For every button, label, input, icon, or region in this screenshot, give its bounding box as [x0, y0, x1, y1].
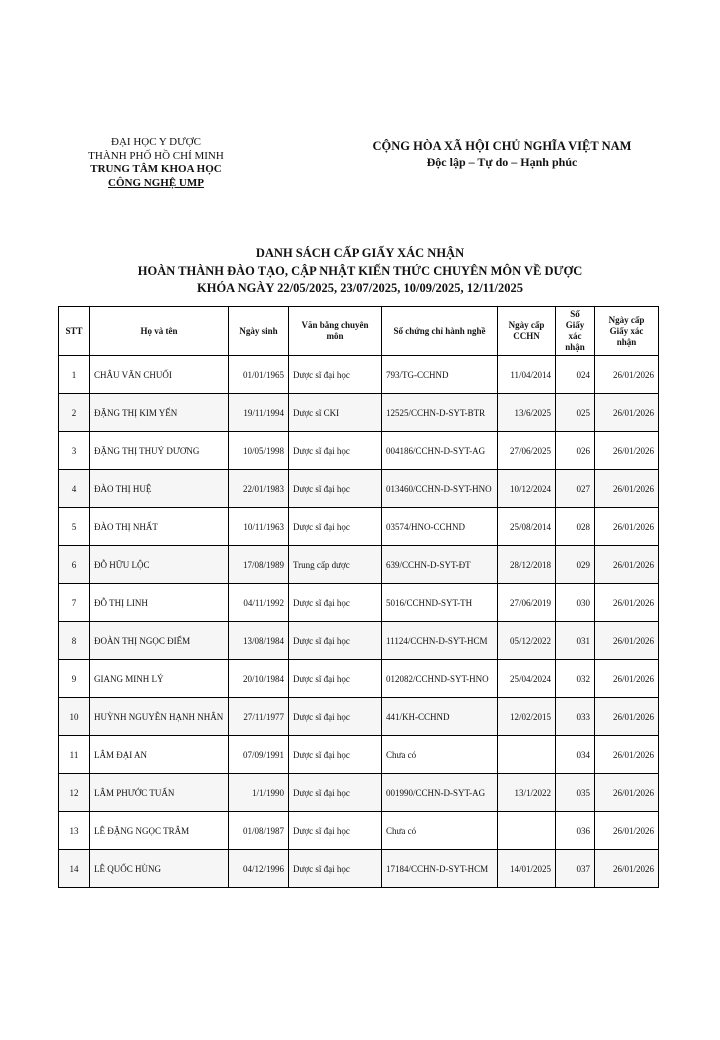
- cell-dob: 10/11/1963: [229, 508, 289, 546]
- cell-cert-date: 25/08/2014: [498, 508, 556, 546]
- cell-degree: Dược sĩ đại học: [289, 812, 382, 850]
- cell-dob: 20/10/1984: [229, 660, 289, 698]
- cell-name: HUỲNH NGUYỄN HẠNH NHÂN: [90, 698, 229, 736]
- cell-stt: 11: [59, 736, 90, 774]
- cell-dob: 04/12/1996: [229, 850, 289, 888]
- cell-name: LÊ QUỐC HÙNG: [90, 850, 229, 888]
- cell-stt: 8: [59, 622, 90, 660]
- cell-cert-number: 5016/CCHND-SYT-TH: [382, 584, 498, 622]
- table-row: [59, 698, 659, 736]
- col-header-confirm-number: Số Giấy xác nhận: [556, 307, 595, 356]
- col-header-degree: Văn bằng chuyên môn: [289, 307, 382, 356]
- col-header-cert-date: Ngày cấp CCHN: [498, 307, 556, 356]
- roster-table: [58, 306, 659, 888]
- cell-name: ĐOÀN THỊ NGỌC ĐIỂM: [90, 622, 229, 660]
- cell-degree: Dược sĩ đại học: [289, 660, 382, 698]
- cell-confirm-date: 26/01/2026: [595, 394, 659, 432]
- cell-confirm-number: 036: [556, 812, 595, 850]
- cell-cert-date: 11/04/2014: [498, 356, 556, 394]
- cell-confirm-date: 26/01/2026: [595, 470, 659, 508]
- table-row: [59, 660, 659, 698]
- cell-name: ĐỖ THỊ LINH: [90, 584, 229, 622]
- table-row: [59, 812, 659, 850]
- cell-confirm-number: 026: [556, 432, 595, 470]
- cell-cert-number: 013460/CCHN-D-SYT-HNO: [382, 470, 498, 508]
- table-row: [59, 508, 659, 546]
- cell-stt: 2: [59, 394, 90, 432]
- cell-degree: Dược sĩ đại học: [289, 470, 382, 508]
- cell-cert-number: 793/TG-CCHND: [382, 356, 498, 394]
- national-title: CỘNG HÒA XÃ HỘI CHỦ NGHĨA VIỆT NAM: [372, 139, 632, 153]
- national-motto: Độc lập – Tự do – Hạnh phúc: [426, 155, 578, 169]
- cell-degree: Dược sĩ đại học: [289, 584, 382, 622]
- table-row: [59, 736, 659, 774]
- cell-confirm-number: 037: [556, 850, 595, 888]
- cell-confirm-date: 26/01/2026: [595, 660, 659, 698]
- cell-cert-date: 13/6/2025: [498, 394, 556, 432]
- cell-name: ĐÀO THỊ NHẤT: [90, 508, 229, 546]
- cell-cert-date: 27/06/2025: [498, 432, 556, 470]
- cell-degree: Dược sĩ đại học: [289, 774, 382, 812]
- cell-confirm-date: 26/01/2026: [595, 508, 659, 546]
- cell-cert-date: [498, 736, 556, 774]
- table-row: [59, 850, 659, 888]
- table-row: [59, 470, 659, 508]
- cell-confirm-date: 26/01/2026: [595, 698, 659, 736]
- cell-confirm-number: 035: [556, 774, 595, 812]
- cell-dob: 17/08/1989: [229, 546, 289, 584]
- cell-degree: Dược sĩ đại học: [289, 356, 382, 394]
- table-row: [59, 432, 659, 470]
- cell-confirm-date: 26/01/2026: [595, 736, 659, 774]
- cell-dob: 22/01/1983: [229, 470, 289, 508]
- cell-confirm-date: 26/01/2026: [595, 850, 659, 888]
- cell-confirm-date: 26/01/2026: [595, 622, 659, 660]
- cell-dob: 19/11/1994: [229, 394, 289, 432]
- col-header-cert-number: Số chứng chỉ hành nghề: [382, 307, 498, 356]
- cell-degree: Dược sĩ đại học: [289, 698, 382, 736]
- cell-confirm-date: 26/01/2026: [595, 432, 659, 470]
- cell-stt: 7: [59, 584, 90, 622]
- cell-degree: Dược sĩ đại học: [289, 508, 382, 546]
- cell-dob: 01/01/1965: [229, 356, 289, 394]
- cell-cert-date: 12/02/2015: [498, 698, 556, 736]
- national-motto-block: [356, 139, 648, 170]
- cell-stt: 5: [59, 508, 90, 546]
- cell-stt: 9: [59, 660, 90, 698]
- cell-confirm-date: 26/01/2026: [595, 546, 659, 584]
- col-header-stt: STT: [59, 307, 90, 356]
- cell-confirm-number: 027: [556, 470, 595, 508]
- document-title: [0, 245, 720, 298]
- title-line-3: KHÓA NGÀY 22/05/2025, 23/07/2025, 10/09/2025, 12/11/2025: [197, 281, 523, 295]
- cell-cert-date: 25/04/2024: [498, 660, 556, 698]
- cell-stt: 4: [59, 470, 90, 508]
- cell-cert-date: 28/12/2018: [498, 546, 556, 584]
- cell-confirm-number: 024: [556, 356, 595, 394]
- cell-cert-number: 11124/CCHN-D-SYT-HCM: [382, 622, 498, 660]
- table-row: [59, 584, 659, 622]
- cell-stt: 13: [59, 812, 90, 850]
- cell-name: LÂM ĐẠI AN: [90, 736, 229, 774]
- cell-stt: 10: [59, 698, 90, 736]
- roster-table-body: [59, 356, 659, 888]
- cell-degree: Dược sĩ đại học: [289, 850, 382, 888]
- cell-cert-number: 001990/CCHN-D-SYT-AG: [382, 774, 498, 812]
- cell-cert-date: [498, 812, 556, 850]
- cell-confirm-number: 032: [556, 660, 595, 698]
- cell-cert-number: 03574/HNO-CCHND: [382, 508, 498, 546]
- cell-cert-number: 12525/CCHN-D-SYT-BTR: [382, 394, 498, 432]
- cell-confirm-number: 033: [556, 698, 595, 736]
- cell-confirm-number: 025: [556, 394, 595, 432]
- col-header-confirm-date: Ngày cấp Giấy xác nhận: [595, 307, 659, 356]
- cell-name: CHÂU VĂN CHUỐI: [90, 356, 229, 394]
- cell-name: LÂM PHƯỚC TUẤN: [90, 774, 229, 812]
- org-letterhead: [52, 136, 260, 190]
- cell-confirm-number: 028: [556, 508, 595, 546]
- cell-dob: 13/08/1984: [229, 622, 289, 660]
- cell-confirm-date: 26/01/2026: [595, 584, 659, 622]
- org-line-1: ĐẠI HỌC Y DƯỢC: [111, 136, 201, 148]
- cell-name: ĐỖ HỮU LỘC: [90, 546, 229, 584]
- cell-confirm-date: 26/01/2026: [595, 356, 659, 394]
- title-line-1: DANH SÁCH CẤP GIẤY XÁC NHẬN: [255, 246, 465, 260]
- cell-confirm-number: 029: [556, 546, 595, 584]
- table-row: [59, 356, 659, 394]
- cell-name: LÊ ĐẶNG NGỌC TRÂM: [90, 812, 229, 850]
- cell-cert-number: 639/CCHN-D-SYT-ĐT: [382, 546, 498, 584]
- cell-cert-number: Chưa có: [382, 736, 498, 774]
- cell-cert-date: 14/01/2025: [498, 850, 556, 888]
- col-header-dob: Ngày sinh: [229, 307, 289, 356]
- cell-dob: 1/1/1990: [229, 774, 289, 812]
- cell-cert-number: Chưa có: [382, 812, 498, 850]
- cell-confirm-number: 034: [556, 736, 595, 774]
- cell-stt: 12: [59, 774, 90, 812]
- cell-stt: 14: [59, 850, 90, 888]
- table-row: [59, 622, 659, 660]
- cell-cert-date: 27/06/2019: [498, 584, 556, 622]
- cell-degree: Trung cấp dược: [289, 546, 382, 584]
- cell-stt: 1: [59, 356, 90, 394]
- cell-degree: Dược sĩ đại học: [289, 622, 382, 660]
- cell-cert-date: 05/12/2022: [498, 622, 556, 660]
- cell-stt: 6: [59, 546, 90, 584]
- cell-degree: Dược sĩ đại học: [289, 432, 382, 470]
- cell-cert-date: 13/1/2022: [498, 774, 556, 812]
- cell-dob: 01/08/1987: [229, 812, 289, 850]
- cell-cert-date: 10/12/2024: [498, 470, 556, 508]
- col-header-name: Họ và tên: [90, 307, 229, 356]
- cell-confirm-number: 031: [556, 622, 595, 660]
- cell-name: ĐẶNG THỊ KIM YẾN: [90, 394, 229, 432]
- roster-table-header: [59, 307, 659, 356]
- cell-confirm-number: 030: [556, 584, 595, 622]
- header-row: [59, 307, 659, 356]
- cell-dob: 04/11/1992: [229, 584, 289, 622]
- cell-degree: Dược sĩ đại học: [289, 736, 382, 774]
- cell-cert-number: 012082/CCHND-SYT-HNO: [382, 660, 498, 698]
- org-line-3: TRUNG TÂM KHOA HỌC: [90, 163, 222, 175]
- cell-dob: 07/09/1991: [229, 736, 289, 774]
- title-line-2: HOÀN THÀNH ĐÀO TẠO, CẬP NHẬT KIẾN THỨC CHUYÊN MÔN VỀ DƯỢC: [137, 263, 583, 278]
- cell-name: GIANG MINH LÝ: [90, 660, 229, 698]
- cell-cert-number: 17184/CCHN-D-SYT-HCM: [382, 850, 498, 888]
- cell-dob: 27/11/1977: [229, 698, 289, 736]
- org-line-4: CÔNG NGHỆ UMP: [108, 176, 204, 189]
- org-line-2: THÀNH PHỐ HỒ CHÍ MINH: [88, 149, 224, 162]
- cell-stt: 3: [59, 432, 90, 470]
- cell-cert-number: 441/KH-CCHND: [382, 698, 498, 736]
- cell-name: ĐÀO THỊ HUỆ: [90, 470, 229, 508]
- table-row: [59, 774, 659, 812]
- cell-degree: Dược sĩ CKI: [289, 394, 382, 432]
- cell-name: ĐẶNG THỊ THUỶ DƯƠNG: [90, 432, 229, 470]
- cell-dob: 10/05/1998: [229, 432, 289, 470]
- table-row: [59, 546, 659, 584]
- cell-confirm-date: 26/01/2026: [595, 774, 659, 812]
- cell-confirm-date: 26/01/2026: [595, 812, 659, 850]
- table-row: [59, 394, 659, 432]
- cell-cert-number: 004186/CCHN-D-SYT-AG: [382, 432, 498, 470]
